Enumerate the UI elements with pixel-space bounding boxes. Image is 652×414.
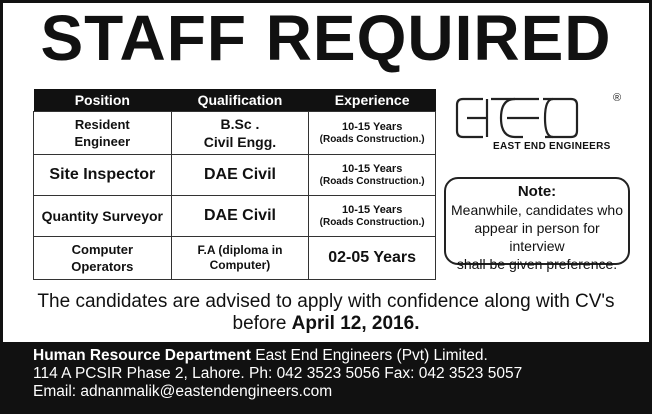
experience-years: 10-15 Years [341,120,403,133]
application-advice [3,291,649,335]
qualification-cell [171,112,309,155]
advice-prefix: before [232,313,292,334]
experience-cell [309,237,436,280]
table-row [34,237,436,280]
note-line: appear in person for interview [474,220,600,254]
advice-line: The candidates are advised to apply with confidence along with CV's [37,291,615,312]
qualification-line: DAE Civil [203,166,276,183]
qualification-line: F.A (diploma in [197,243,283,257]
experience-cell [309,112,436,155]
experience-years: 10-15 Years [341,203,403,216]
position-cell [34,196,172,237]
experience-years: 02-05 Years [328,249,417,266]
department-name: Human Resource Department [33,347,251,364]
table-row [34,155,436,196]
experience-cell [309,196,436,237]
jobs-table [33,89,436,280]
column-header-experience: Experience [309,89,436,112]
position-cell [34,112,172,155]
note-box [444,177,630,272]
footer-line-company [33,347,649,365]
position-line: Site Inspector [49,166,156,183]
experience-years: 10-15 Years [341,162,403,175]
qualification-cell [171,237,309,280]
position-cell [34,155,172,196]
qualification-line: B.Sc . [220,116,260,132]
registered-mark: ® [613,92,622,104]
qualification-line: Computer) [209,258,271,272]
qualification-cell [171,155,309,196]
qualification-cell [171,196,309,237]
logo-wordmark: EAST END ENGINEERS [493,141,611,152]
position-line: Computer [71,242,134,257]
position-line: Quantity Surveyor [41,207,163,224]
experience-note: (Roads Construction.) [319,216,425,228]
position-line: Operators [71,259,134,274]
footer-email: Email: adnanmalik@eastendengineers.com [33,383,333,400]
table-row [34,112,436,155]
table-header-row [34,89,436,112]
position-line: Engineer [74,134,131,149]
note-line: shall be given preference. [456,256,618,272]
column-header-position: Position [34,89,172,112]
company-name: East End Engineers (Pvt) Limited. [250,347,488,364]
column-header-qualification: Qualification [171,89,309,112]
qualification-line: Civil Engg. [203,134,277,150]
deadline-date: April 12, 2016. [291,313,420,334]
qualification-line: DAE Civil [203,207,276,224]
note-line: Meanwhile, candidates who [451,202,623,218]
contact-footer [3,342,649,411]
position-line: Resident [74,117,130,132]
experience-cell [309,155,436,196]
experience-note: (Roads Construction.) [319,133,425,145]
table-row [34,196,436,237]
headline: STAFF REQUIRED [40,2,612,74]
experience-note: (Roads Construction.) [319,175,425,187]
note-title: Note: [517,183,557,200]
footer-address: 114 A PCSIR Phase 2, Lahore. Ph: 042 3523 5056 Fax: 042 3523 5057 [33,365,523,382]
position-cell [34,237,172,280]
